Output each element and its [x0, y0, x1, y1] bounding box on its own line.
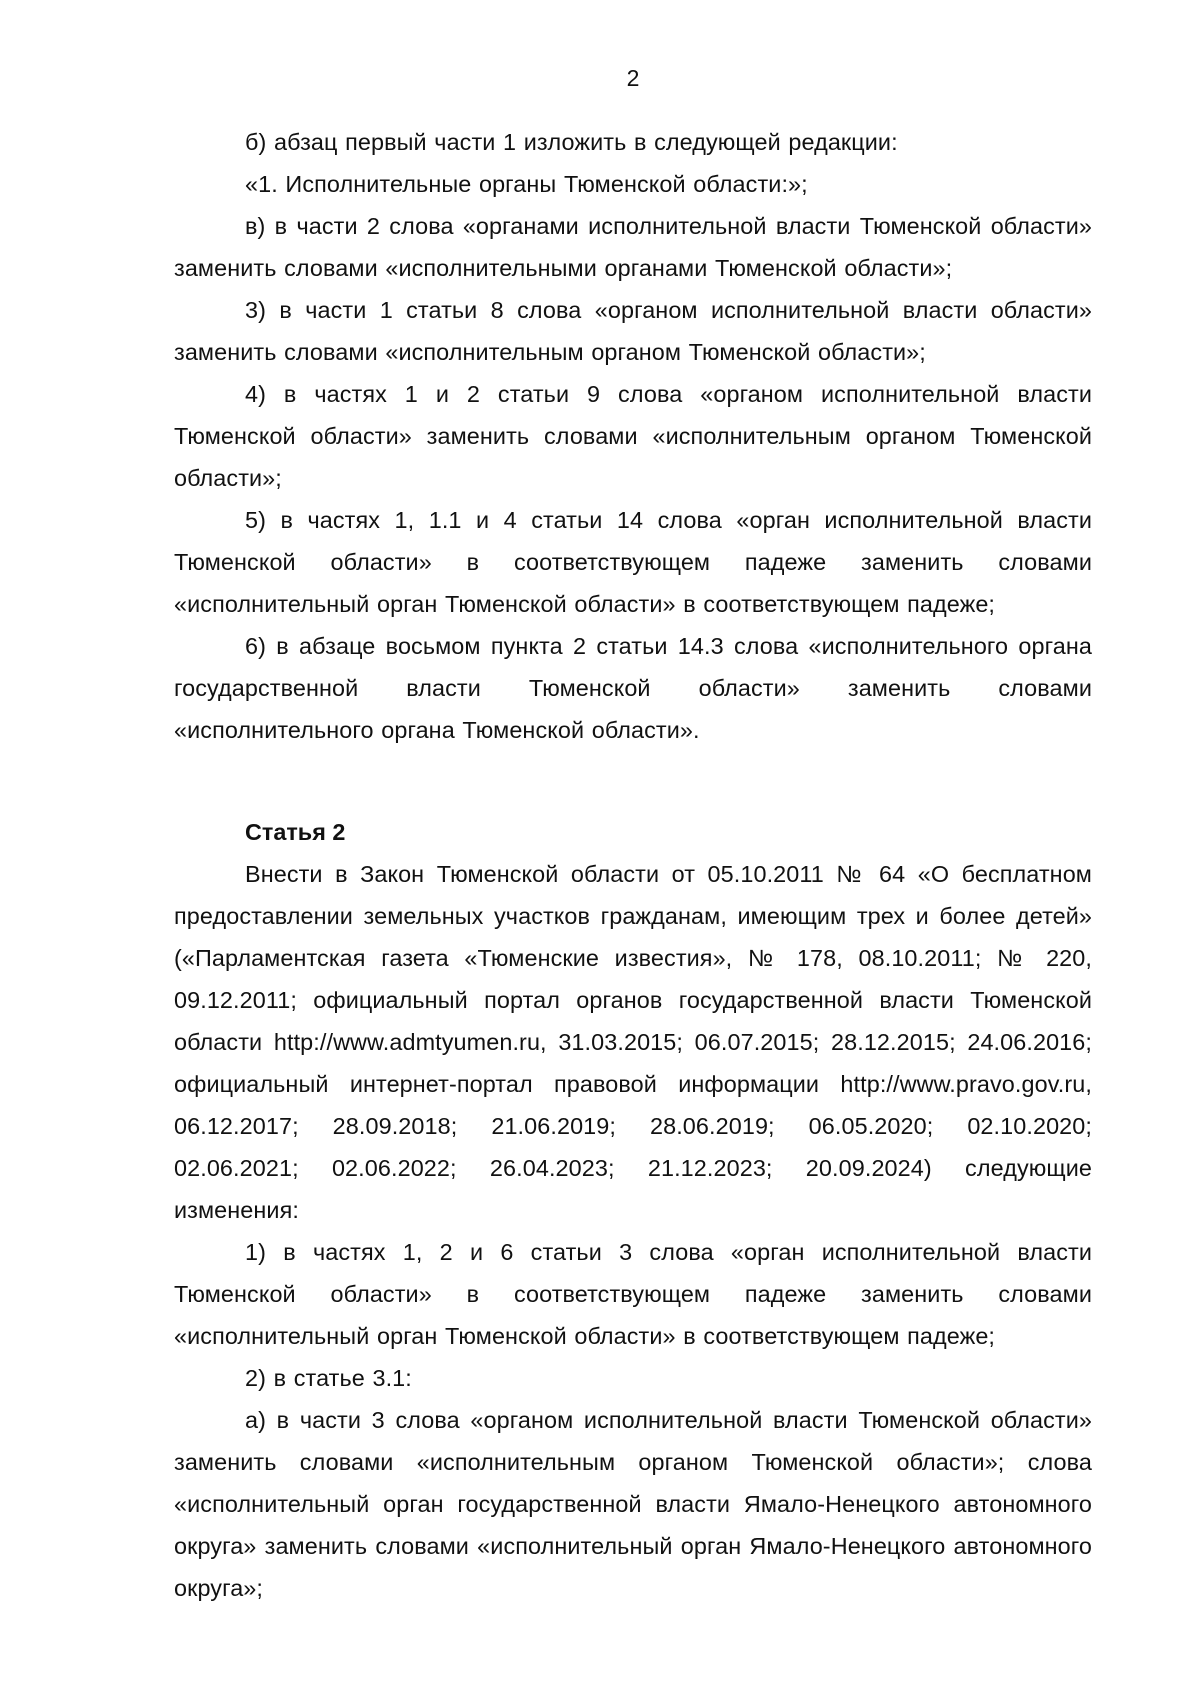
paragraph-article-intro: Внести в Закон Тюменской области от 05.10.2011 № 64 «О бесплатном предоставлении земельных участков гражданам, имеющим трех и более детей» («Парламентская газета «Тюменские известия», № 178, 08.10.2011; № 220, 09.12.2011; официальный портал органов государственной власти Тюменской области http://www.admtyumen.ru, 31.03.2015; 06.07.2015; 28.12.2015; 24.06.2016; официальный интернет-портал правовой информации http://www.pravo.gov.ru, 06.12.2017; 28.09.2018; 21.06.2019; 28.06.2019; 06.05.2020; 02.10.2020; 02.06.2021; 02.06.2022; 26.04.2023; 21.12.2023; 20.09.2024) следующие изменения:: [174, 861, 1092, 1223]
paragraph-amendment-v: в) в части 2 слова «органами исполнительной власти Тюменской области» заменить словами «исполнительными органами Тюменской области»;: [174, 213, 1092, 281]
paragraph-amendment-6: 6) в абзаце восьмом пункта 2 статьи 14.3 слова «исполнительного органа государственной власти Тюменской области» заменить словами «исполнительного органа Тюменской области».: [174, 633, 1092, 743]
paragraph-amendment-3: 3) в части 1 статьи 8 слова «органом исполнительной власти области» заменить словами «исполнительным органом Тюменской области»;: [174, 297, 1092, 365]
page-number: 2: [626, 65, 640, 91]
paragraph-quoted-text: «1. Исполнительные органы Тюменской области:»;: [245, 171, 808, 197]
paragraph-amendment-b: б) абзац первый части 1 изложить в следующей редакции:: [245, 129, 898, 155]
document-body: [174, 121, 1092, 1609]
paragraph-amendment-2: 2) в статье 3.1:: [245, 1365, 412, 1391]
paragraph-amendment-1: 1) в частях 1, 2 и 6 статьи 3 слова «орган исполнительной власти Тюменской области» в соответствующем падеже заменить словами «исполнительный орган Тюменской области» в соответствующем падеже;: [174, 1239, 1092, 1349]
document-page: [174, 0, 1092, 1697]
paragraph-amendment-5: 5) в частях 1, 1.1 и 4 статьи 14 слова «орган исполнительной власти Тюменской области» в соответствующем падеже заменить словами «исполнительный орган Тюменской области» в соответствующем падеже;: [174, 507, 1092, 617]
paragraph-amendment-4: 4) в частях 1 и 2 статьи 9 слова «органом исполнительной власти Тюменской области» заменить словами «исполнительным органом Тюменской области»;: [174, 381, 1092, 491]
article-heading: Статья 2: [245, 819, 346, 845]
paragraph-amendment-a: а) в части 3 слова «органом исполнительной власти Тюменской области» заменить словами «исполнительным органом Тюменской области»; слова «исполнительный орган государственной власти Ямало-Ненецкого автономного округа» заменить словами «исполнительный орган Ямало-Ненецкого автономного округа»;: [174, 1407, 1092, 1601]
